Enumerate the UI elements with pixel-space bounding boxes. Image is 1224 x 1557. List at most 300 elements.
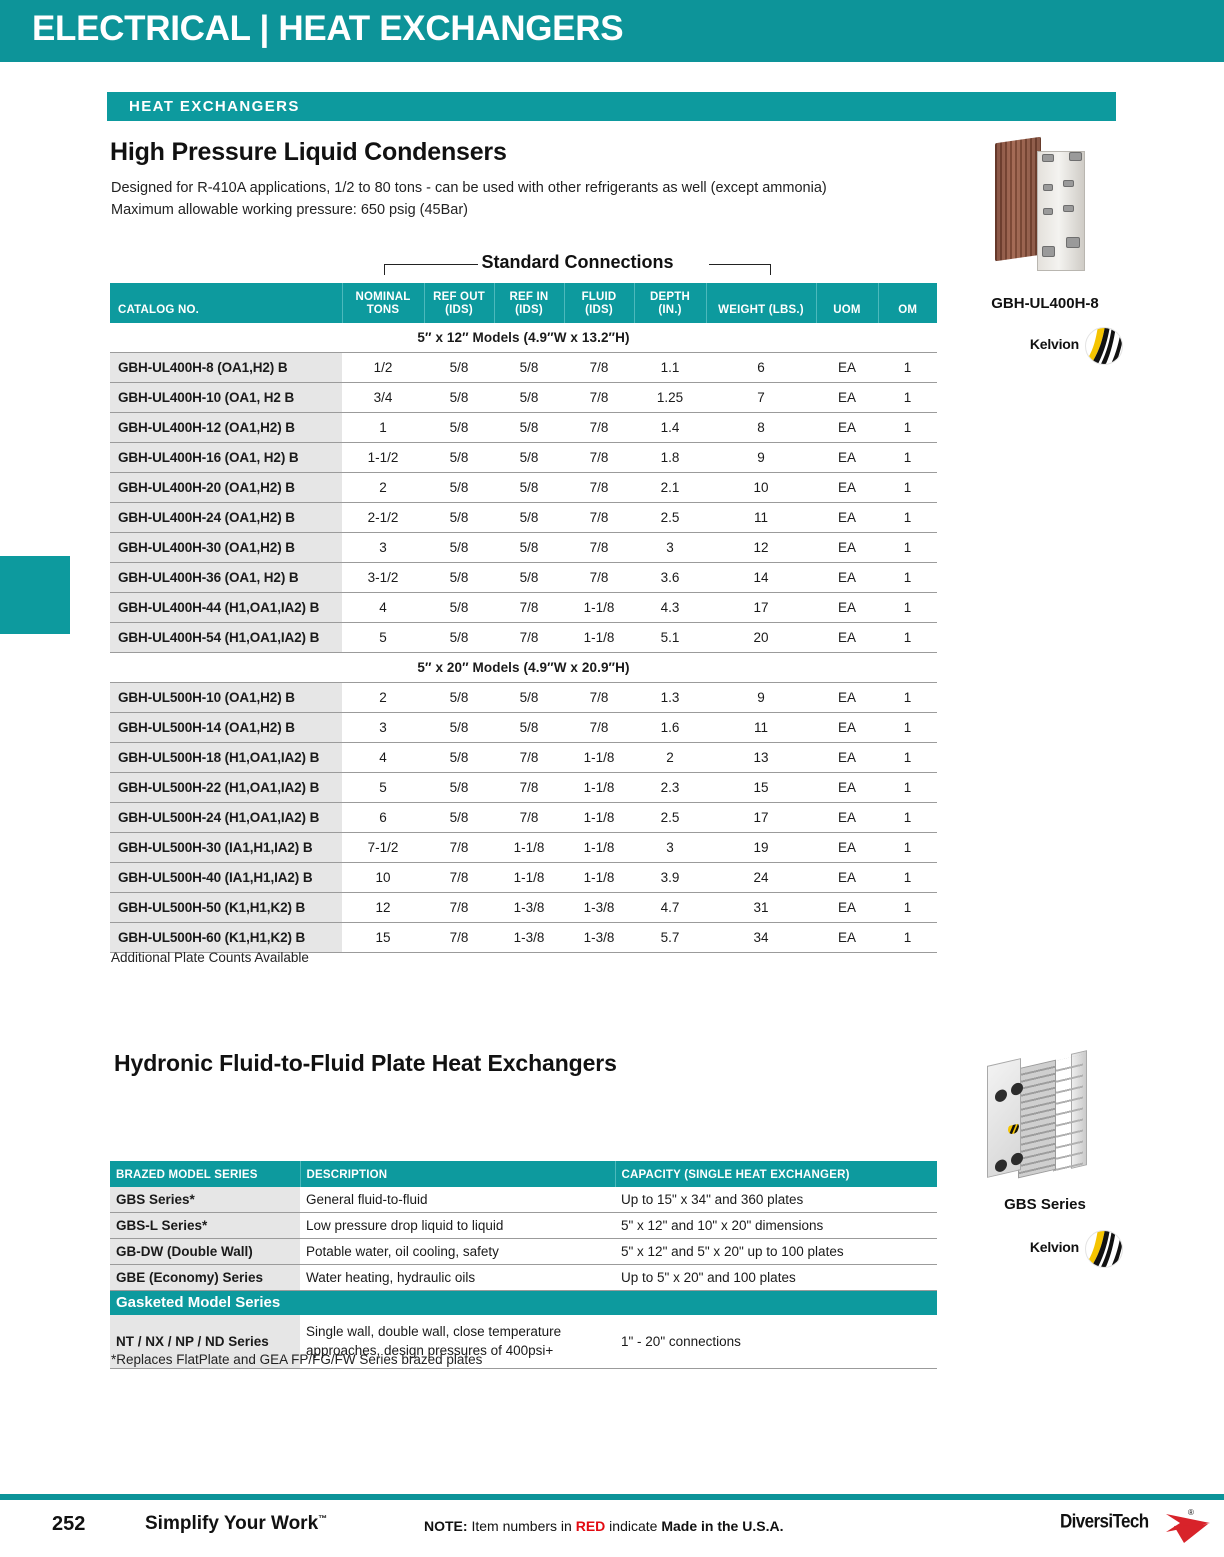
cell-ref-in: 1-3/8 <box>494 893 564 923</box>
cell-uom: EA <box>816 863 878 893</box>
footer-note-label: NOTE: <box>424 1518 468 1534</box>
table-row <box>110 353 937 383</box>
cell-om: 1 <box>878 803 937 833</box>
cell-weight: 14 <box>706 563 816 593</box>
bracket-tick-left <box>384 264 385 275</box>
cell-depth: 1.25 <box>634 383 706 413</box>
footer-note-text-1: Item numbers in <box>471 1518 572 1534</box>
cell-ref-out: 5/8 <box>424 683 494 713</box>
cell-weight: 17 <box>706 593 816 623</box>
cell-ref-in: 7/8 <box>494 593 564 623</box>
cell-uom: EA <box>816 413 878 443</box>
cell-depth: 4.7 <box>634 893 706 923</box>
cell-fluid: 1-1/8 <box>564 743 634 773</box>
page-title: ELECTRICAL | HEAT EXCHANGERS <box>32 9 624 48</box>
col-ref-out-l2: (IDS) <box>445 304 473 317</box>
col-capacity: CAPACITY (SINGLE HEAT EXCHANGER) <box>615 1161 937 1187</box>
cell-ref-in: 5/8 <box>494 713 564 743</box>
col-nominal-tons-l1: NOMINAL <box>355 291 411 304</box>
col-brazed-model-series: BRAZED MODEL SERIES <box>110 1161 300 1187</box>
gasketed-subheader-label: Gasketed Model Series <box>110 1291 937 1316</box>
cell-weight: 9 <box>706 443 816 473</box>
diversitech-wordmark: DiversiTech <box>1060 1510 1149 1533</box>
cell-ref-in: 5/8 <box>494 473 564 503</box>
table-row <box>110 623 937 653</box>
cell-ref-out: 5/8 <box>424 443 494 473</box>
col-ref-in <box>494 283 564 323</box>
cell-nominal-tons: 7-1/2 <box>342 833 424 863</box>
cell-nominal-tons: 4 <box>342 743 424 773</box>
cell-capacity: 5" x 12" and 5" x 20" up to 100 plates <box>615 1239 937 1265</box>
cell-uom: EA <box>816 803 878 833</box>
cell-fluid: 1-1/8 <box>564 623 634 653</box>
cell-ref-in: 1-1/8 <box>494 863 564 893</box>
cell-catalog-no: GBH-UL500H-60 (K1,H1,K2) B <box>110 923 342 953</box>
col-nominal-tons <box>342 283 424 323</box>
table-row <box>110 863 937 893</box>
cell-fluid: 7/8 <box>564 563 634 593</box>
cell-weight: 12 <box>706 533 816 563</box>
table-row <box>110 743 937 773</box>
connection-nozzle <box>1043 184 1053 191</box>
hydronic-model-table <box>110 1161 937 1369</box>
page-edge-tab <box>0 556 70 634</box>
footer-note-made-in-usa: Made in the U.S.A. <box>661 1518 784 1534</box>
cell-depth: 5.1 <box>634 623 706 653</box>
cell-uom: EA <box>816 773 878 803</box>
cell-capacity: Up to 5" x 20" and 100 plates <box>615 1265 937 1291</box>
kelvion-logo-2 <box>983 1228 1163 1270</box>
cell-weight: 19 <box>706 833 816 863</box>
cell-om: 1 <box>878 623 937 653</box>
spec-group-header-row <box>110 653 937 683</box>
table-row <box>110 773 937 803</box>
description-line-2: approaches, design pressures of 400psi+ <box>306 1342 554 1358</box>
cell-nominal-tons: 1 <box>342 413 424 443</box>
table-row <box>110 383 937 413</box>
spec-group-header-row <box>110 323 937 353</box>
cell-uom: EA <box>816 833 878 863</box>
trademark-symbol: ™ <box>318 1513 328 1524</box>
cell-depth: 2.3 <box>634 773 706 803</box>
cell-fluid: 7/8 <box>564 383 634 413</box>
bracket-line-left <box>384 264 478 265</box>
cell-om: 1 <box>878 353 937 383</box>
product-intro-line-2: Maximum allowable working pressure: 650 psig (45Bar) <box>111 202 469 218</box>
spec-group-title: 5″ x 20″ Models (4.9″W x 20.9″H) <box>110 653 937 683</box>
page-header-banner <box>0 0 1224 62</box>
header-divider <box>0 62 1224 65</box>
cell-ref-out: 5/8 <box>424 503 494 533</box>
fixed-frame-plate <box>987 1058 1021 1178</box>
footer-tagline-text: Simplify Your Work <box>145 1513 319 1534</box>
cell-nominal-tons: 5 <box>342 773 424 803</box>
product-image-gbh-ul400h-8 <box>995 140 1095 270</box>
cell-nominal-tons: 1-1/2 <box>342 443 424 473</box>
cell-depth: 2 <box>634 743 706 773</box>
col-ref-in-l2: (IDS) <box>515 304 543 317</box>
table-row <box>110 473 937 503</box>
cell-depth: 1.4 <box>634 413 706 443</box>
spec-table-body <box>110 323 937 953</box>
port-connection <box>995 1088 1007 1103</box>
cell-weight: 7 <box>706 383 816 413</box>
hydronic-table-body <box>110 1187 937 1369</box>
cell-nominal-tons: 2-1/2 <box>342 503 424 533</box>
list-item <box>110 1213 937 1239</box>
cell-weight: 24 <box>706 863 816 893</box>
cell-ref-in: 5/8 <box>494 413 564 443</box>
cell-weight: 15 <box>706 773 816 803</box>
cell-fluid: 7/8 <box>564 413 634 443</box>
connection-nozzle <box>1069 152 1082 161</box>
cell-catalog-no: GBH-UL500H-24 (H1,OA1,IA2) B <box>110 803 342 833</box>
cell-uom: EA <box>816 593 878 623</box>
cell-om: 1 <box>878 833 937 863</box>
cell-nominal-tons: 3-1/2 <box>342 563 424 593</box>
cell-uom: EA <box>816 563 878 593</box>
cell-nominal-tons: 3 <box>342 533 424 563</box>
cell-ref-in: 1-3/8 <box>494 923 564 953</box>
cell-model-series: GBS Series* <box>110 1187 300 1213</box>
cell-om: 1 <box>878 413 937 443</box>
cell-catalog-no: GBH-UL400H-24 (OA1,H2) B <box>110 503 342 533</box>
cell-nominal-tons: 12 <box>342 893 424 923</box>
cell-capacity: 5" x 12" and 10" x 20" dimensions <box>615 1213 937 1239</box>
cell-weight: 6 <box>706 353 816 383</box>
cell-nominal-tons: 10 <box>342 863 424 893</box>
cell-ref-out: 7/8 <box>424 923 494 953</box>
connection-nozzle <box>1042 154 1054 162</box>
col-fluid-l2: (IDS) <box>585 304 613 317</box>
cell-depth: 4.3 <box>634 593 706 623</box>
spec-table-head <box>110 283 937 323</box>
cell-weight: 11 <box>706 503 816 533</box>
cell-catalog-no: GBH-UL500H-22 (H1,OA1,IA2) B <box>110 773 342 803</box>
cell-uom: EA <box>816 533 878 563</box>
table-row <box>110 503 937 533</box>
cell-om: 1 <box>878 533 937 563</box>
col-weight: WEIGHT (LBS.) <box>706 283 816 323</box>
cell-fluid: 7/8 <box>564 503 634 533</box>
col-ref-out <box>424 283 494 323</box>
cell-uom: EA <box>816 923 878 953</box>
cell-depth: 5.7 <box>634 923 706 953</box>
cell-description: General fluid-to-fluid <box>300 1187 615 1213</box>
cell-description: Potable water, oil cooling, safety <box>300 1239 615 1265</box>
cell-om: 1 <box>878 503 937 533</box>
cell-uom: EA <box>816 683 878 713</box>
port-connection <box>995 1158 1007 1173</box>
cell-ref-out: 7/8 <box>424 893 494 923</box>
cell-ref-out: 5/8 <box>424 563 494 593</box>
col-nominal-tons-l2: TONS <box>366 304 400 317</box>
cell-depth: 1.1 <box>634 353 706 383</box>
cell-model-series: NT / NX / NP / ND Series <box>110 1315 300 1369</box>
cell-om: 1 <box>878 923 937 953</box>
cell-ref-out: 5/8 <box>424 773 494 803</box>
col-fluid <box>564 283 634 323</box>
kelvion-mark-icon <box>1085 1230 1123 1268</box>
additional-plate-note: Additional Plate Counts Available <box>111 950 309 965</box>
cell-depth: 2.5 <box>634 803 706 833</box>
cell-weight: 8 <box>706 413 816 443</box>
cell-weight: 13 <box>706 743 816 773</box>
connection-nozzle <box>1063 205 1074 212</box>
list-item <box>110 1265 937 1291</box>
standard-connections-label: Standard Connections <box>481 252 674 272</box>
table-row <box>110 923 937 953</box>
cell-depth: 1.3 <box>634 683 706 713</box>
cell-weight: 10 <box>706 473 816 503</box>
cell-om: 1 <box>878 863 937 893</box>
cell-om: 1 <box>878 383 937 413</box>
cell-ref-out: 5/8 <box>424 413 494 443</box>
cell-uom: EA <box>816 443 878 473</box>
description-line-1: Single wall, double wall, close temperature <box>306 1324 562 1339</box>
section-bar <box>107 92 1116 121</box>
cell-catalog-no: GBH-UL400H-20 (OA1,H2) B <box>110 473 342 503</box>
col-depth-l1: DEPTH <box>650 291 690 304</box>
kelvion-wordmark: Kelvion <box>1029 1239 1079 1255</box>
cell-fluid: 1-3/8 <box>564 923 634 953</box>
cell-nominal-tons: 5 <box>342 623 424 653</box>
cell-ref-in: 7/8 <box>494 773 564 803</box>
cell-ref-out: 5/8 <box>424 473 494 503</box>
cell-weight: 17 <box>706 803 816 833</box>
table-row <box>110 713 937 743</box>
col-om: OM <box>878 283 937 323</box>
cell-fluid: 7/8 <box>564 683 634 713</box>
cell-om: 1 <box>878 473 937 503</box>
condenser-spec-table <box>110 283 937 953</box>
spec-group-title: 5″ x 12″ Models (4.9″W x 13.2″H) <box>110 323 937 353</box>
cell-capacity: Up to 15" x 34" and 360 plates <box>615 1187 937 1213</box>
diversitech-logo <box>1060 1508 1210 1542</box>
cell-uom: EA <box>816 353 878 383</box>
table-row <box>110 533 937 563</box>
col-catalog-no-label: CATALOG NO. <box>118 304 199 317</box>
cell-uom: EA <box>816 893 878 923</box>
cell-ref-out: 5/8 <box>424 533 494 563</box>
cell-uom: EA <box>816 743 878 773</box>
tie-rods <box>1053 1055 1083 1174</box>
cell-catalog-no: GBH-UL500H-30 (IA1,H1,IA2) B <box>110 833 342 863</box>
kelvion-mark-icon <box>1085 327 1123 365</box>
cell-fluid: 7/8 <box>564 713 634 743</box>
cell-ref-in: 5/8 <box>494 383 564 413</box>
gasketed-plate-pack <box>1018 1060 1056 1179</box>
kelvion-wordmark: Kelvion <box>1029 336 1079 352</box>
cell-om: 1 <box>878 563 937 593</box>
table-row <box>110 803 937 833</box>
cell-depth: 2.1 <box>634 473 706 503</box>
cell-nominal-tons: 3/4 <box>342 383 424 413</box>
kelvion-logo-1 <box>983 325 1163 367</box>
cell-om: 1 <box>878 773 937 803</box>
col-ref-in-l1: REF IN <box>509 291 549 304</box>
table-row <box>110 893 937 923</box>
cell-fluid: 7/8 <box>564 533 634 563</box>
col-catalog-no <box>110 283 342 323</box>
cell-ref-out: 5/8 <box>424 743 494 773</box>
connection-nozzle <box>1043 208 1053 215</box>
cell-fluid: 7/8 <box>564 443 634 473</box>
cell-catalog-no: GBH-UL500H-10 (OA1,H2) B <box>110 683 342 713</box>
cell-fluid: 1-3/8 <box>564 893 634 923</box>
footer-note <box>424 1518 783 1534</box>
bracket-line-right <box>709 264 771 265</box>
cell-fluid: 7/8 <box>564 473 634 503</box>
table-row <box>110 413 937 443</box>
cell-weight: 34 <box>706 923 816 953</box>
footer-note-text-2: indicate <box>609 1518 658 1534</box>
cell-capacity: 1" - 20" connections <box>615 1315 937 1369</box>
brazed-plate-stack <box>995 137 1041 261</box>
cell-ref-out: 7/8 <box>424 833 494 863</box>
figure-1-caption: GBH-UL400H-8 <box>991 295 1099 312</box>
product-intro-line-1: Designed for R-410A applications, 1/2 to 80 tons - can be used with other refrigerants as well (except ammonia) <box>111 180 827 196</box>
cell-catalog-no: GBH-UL400H-12 (OA1,H2) B <box>110 413 342 443</box>
cell-ref-out: 5/8 <box>424 383 494 413</box>
cell-om: 1 <box>878 683 937 713</box>
table-row <box>110 563 937 593</box>
cell-ref-in: 5/8 <box>494 503 564 533</box>
cell-om: 1 <box>878 743 937 773</box>
cell-uom: EA <box>816 473 878 503</box>
cell-ref-in: 7/8 <box>494 623 564 653</box>
cell-om: 1 <box>878 893 937 923</box>
connection-nozzle <box>1063 180 1074 187</box>
col-description: DESCRIPTION <box>300 1161 615 1187</box>
cell-fluid: 1-1/8 <box>564 863 634 893</box>
cell-ref-out: 5/8 <box>424 353 494 383</box>
cell-depth: 1.6 <box>634 713 706 743</box>
cell-catalog-no: GBH-UL400H-16 (OA1, H2) B <box>110 443 342 473</box>
cell-depth: 3 <box>634 533 706 563</box>
cell-uom: EA <box>816 383 878 413</box>
hydronic-table-head <box>110 1161 937 1187</box>
cell-fluid: 1-1/8 <box>564 773 634 803</box>
col-ref-out-l1: REF OUT <box>433 291 485 304</box>
cell-uom: EA <box>816 623 878 653</box>
cell-depth: 3.6 <box>634 563 706 593</box>
cell-weight: 31 <box>706 893 816 923</box>
cell-catalog-no: GBH-UL400H-10 (OA1, H2 B <box>110 383 342 413</box>
cell-ref-in: 7/8 <box>494 803 564 833</box>
connection-nozzle <box>1042 246 1055 257</box>
cell-ref-in: 5/8 <box>494 533 564 563</box>
diversitech-arrow-icon <box>1164 1512 1224 1546</box>
table-row <box>110 683 937 713</box>
cell-ref-out: 7/8 <box>424 863 494 893</box>
table-row <box>110 833 937 863</box>
col-depth-l2: (IN.) <box>658 304 682 317</box>
cell-fluid: 1-1/8 <box>564 833 634 863</box>
cell-depth: 3 <box>634 833 706 863</box>
cell-model-series: GBE (Economy) Series <box>110 1265 300 1291</box>
cell-catalog-no: GBH-UL400H-30 (OA1,H2) B <box>110 533 342 563</box>
cell-weight: 9 <box>706 683 816 713</box>
cell-catalog-no: GBH-UL500H-14 (OA1,H2) B <box>110 713 342 743</box>
cell-nominal-tons: 1/2 <box>342 353 424 383</box>
cell-catalog-no: GBH-UL500H-40 (IA1,H1,IA2) B <box>110 863 342 893</box>
cell-weight: 20 <box>706 623 816 653</box>
cell-model-series: GB-DW (Double Wall) <box>110 1239 300 1265</box>
cell-nominal-tons: 2 <box>342 473 424 503</box>
cell-nominal-tons: 3 <box>342 713 424 743</box>
cell-uom: EA <box>816 503 878 533</box>
cell-depth: 3.9 <box>634 863 706 893</box>
cell-nominal-tons: 2 <box>342 683 424 713</box>
cell-ref-out: 5/8 <box>424 623 494 653</box>
cell-uom: EA <box>816 713 878 743</box>
kelvion-badge-icon <box>1008 1122 1019 1136</box>
cell-catalog-no: GBH-UL400H-8 (OA1,H2) B <box>110 353 342 383</box>
cell-fluid: 1-1/8 <box>564 803 634 833</box>
cell-description: Low pressure drop liquid to liquid <box>300 1213 615 1239</box>
gasketed-subheader-row <box>110 1291 937 1316</box>
standard-connections-bracket <box>384 252 771 282</box>
cell-om: 1 <box>878 713 937 743</box>
cell-catalog-no: GBH-UL400H-54 (H1,OA1,IA2) B <box>110 623 342 653</box>
cell-ref-in: 7/8 <box>494 743 564 773</box>
list-item <box>110 1239 937 1265</box>
hydronic-header-row <box>110 1161 937 1187</box>
cell-ref-out: 5/8 <box>424 803 494 833</box>
cell-model-series: GBS-L Series* <box>110 1213 300 1239</box>
col-uom: UOM <box>816 283 878 323</box>
cell-ref-in: 1-1/8 <box>494 833 564 863</box>
cell-ref-in: 5/8 <box>494 683 564 713</box>
cell-catalog-no: GBH-UL500H-50 (K1,H1,K2) B <box>110 893 342 923</box>
table-row <box>110 443 937 473</box>
section-bar-label: HEAT EXCHANGERS <box>129 98 300 115</box>
list-item <box>110 1187 937 1213</box>
footer-divider <box>0 1494 1224 1500</box>
cell-description: Water heating, hydraulic oils <box>300 1265 615 1291</box>
cell-fluid: 7/8 <box>564 353 634 383</box>
footer-tagline <box>145 1513 327 1535</box>
product-heading: High Pressure Liquid Condensers <box>110 138 507 166</box>
cell-ref-in: 5/8 <box>494 443 564 473</box>
col-fluid-l1: FLUID <box>581 291 617 304</box>
registered-symbol: ® <box>1188 1508 1194 1517</box>
connection-nozzle <box>1066 237 1080 248</box>
table-row <box>110 593 937 623</box>
cell-catalog-no: GBH-UL400H-44 (H1,OA1,IA2) B <box>110 593 342 623</box>
page-number: 252 <box>52 1513 86 1535</box>
cell-ref-in: 5/8 <box>494 353 564 383</box>
cell-ref-in: 5/8 <box>494 563 564 593</box>
figure-2-caption: GBS Series <box>1004 1196 1086 1213</box>
cell-nominal-tons: 15 <box>342 923 424 953</box>
cell-ref-out: 5/8 <box>424 713 494 743</box>
spec-table-header-row <box>110 283 937 323</box>
bracket-tick-right <box>770 264 771 275</box>
product-image-gbs-series <box>985 1050 1100 1185</box>
cell-ref-out: 5/8 <box>424 593 494 623</box>
cell-om: 1 <box>878 593 937 623</box>
cell-om: 1 <box>878 443 937 473</box>
footer-note-red: RED <box>575 1518 606 1534</box>
cell-catalog-no: GBH-UL400H-36 (OA1, H2) B <box>110 563 342 593</box>
cell-depth: 2.5 <box>634 503 706 533</box>
cell-nominal-tons: 6 <box>342 803 424 833</box>
replaces-footnote: *Replaces FlatPlate and GEA FP/FG/FW Series brazed plates <box>111 1352 483 1367</box>
cell-depth: 1.8 <box>634 443 706 473</box>
hydronic-heading: Hydronic Fluid-to-Fluid Plate Heat Exchangers <box>114 1050 617 1076</box>
